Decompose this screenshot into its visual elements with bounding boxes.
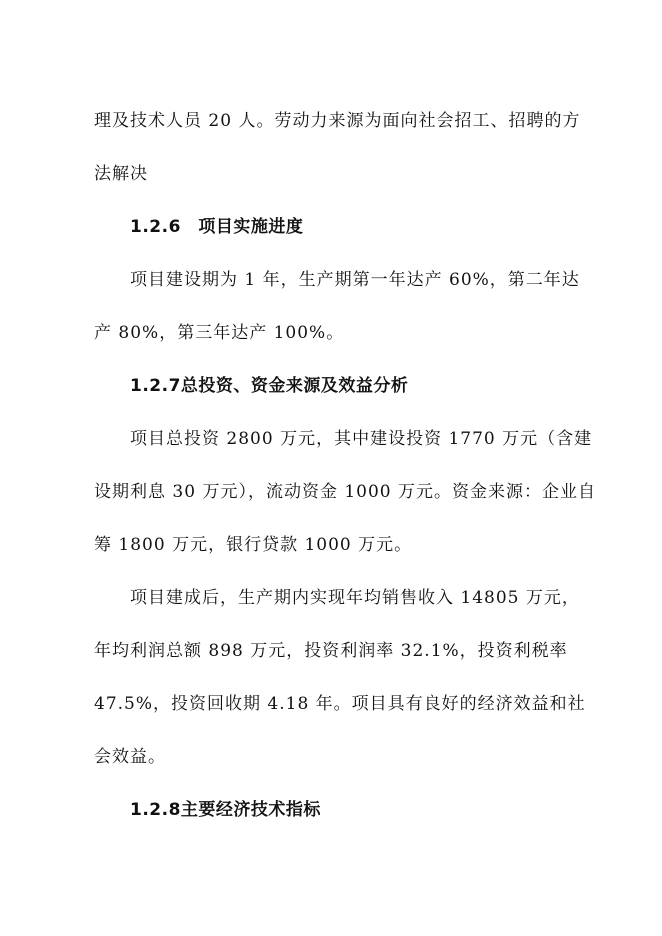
section-heading-1-2-6: 1.2.6 项目实施进度 bbox=[130, 217, 304, 237]
section-heading-1-2-7: 1.2.7总投资、资金来源及效益分析 bbox=[130, 376, 409, 396]
paragraph-line: 法解决 bbox=[94, 164, 148, 184]
paragraph-line: 年均利润总额 898 万元，投资利润率 32.1%，投资利税率 bbox=[94, 641, 568, 661]
paragraph-line: 项目总投资 2800 万元，其中建设投资 1770 万元（含建 bbox=[130, 429, 593, 449]
paragraph-line: 项目建设期为 1 年，生产期第一年达产 60%，第二年达 bbox=[130, 270, 580, 290]
paragraph-line: 筹 1800 万元，银行贷款 1000 万元。 bbox=[94, 535, 413, 555]
paragraph-line: 理及技术人员 20 人。劳动力来源为面向社会招工、招聘的方 bbox=[94, 111, 581, 131]
paragraph-line: 项目建成后，生产期内实现年均销售收入 14805 万元， bbox=[130, 588, 580, 608]
section-heading-1-2-8: 1.2.8主要经济技术指标 bbox=[130, 800, 321, 820]
paragraph-line: 设期利息 30 万元），流动资金 1000 万元。资金来源：企业自 bbox=[94, 482, 597, 502]
paragraph-line: 47.5%，投资回收期 4.18 年。项目具有良好的经济效益和社 bbox=[94, 694, 586, 714]
paragraph-line: 产 80%，第三年达产 100%。 bbox=[94, 323, 345, 343]
paragraph-line: 会效益。 bbox=[94, 747, 166, 767]
